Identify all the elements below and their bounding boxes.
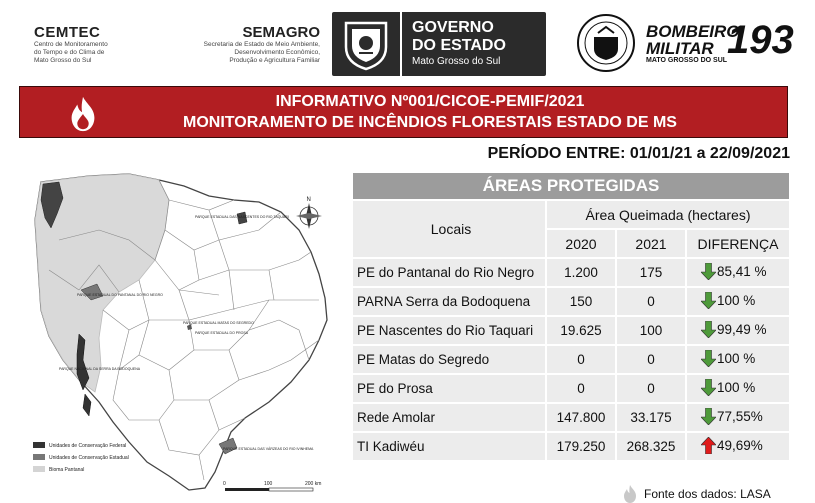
cell-2021: 175 — [617, 259, 687, 286]
label-taquari: PARQUE ESTADUAL DAS NASCENTES DO RIO TAQUARI — [195, 215, 289, 219]
header-2020: 2020 — [547, 230, 617, 257]
semagro-name: SEMAGRO — [242, 24, 320, 41]
legend-label-estadual: Unidades de Conservação Estadual — [49, 455, 129, 461]
bombeiro-line3: MATO GROSSO DO SUL — [646, 56, 728, 64]
cell-2020: 150 — [547, 288, 617, 315]
cemtec-sub-1: Centro de Monitoramento — [34, 41, 108, 48]
cell-2021: 268.325 — [617, 433, 687, 460]
bombeiro-number: 193 — [727, 18, 794, 62]
cell-2020: 147.800 — [547, 404, 617, 431]
scale-0: 0 — [223, 481, 226, 487]
table-row — [353, 259, 789, 286]
diff-value: 85,41 % — [717, 263, 767, 279]
cell-diff — [687, 404, 789, 431]
semagro-sub-1: Secretaria de Estado de Meio Ambiente, — [203, 41, 320, 48]
bombeiro-line2: MILITAR — [646, 38, 714, 58]
ms-map — [19, 170, 349, 503]
cell-2020: 1.200 — [547, 259, 617, 286]
compass-n: N — [306, 197, 311, 203]
label-prosa: PARQUE ESTADUAL DO PROSA — [195, 331, 249, 335]
arrow-down-icon — [701, 321, 716, 338]
banner-line1: INFORMATIVO Nº001/CICOE-PEMIF/2021 — [275, 93, 585, 110]
label-bodoquena: PARQUE NACIONAL DA SERRA DA BODOQUENA — [59, 367, 141, 371]
semagro-sub-2: Desenvolvimento Econômico, — [234, 49, 320, 56]
bombeiro-line1: BOMBEIRO — [646, 21, 740, 41]
fire-watermark-icon — [620, 484, 640, 503]
cell-2020: 179.250 — [547, 433, 617, 460]
cell-2020: 0 — [547, 346, 617, 373]
arrow-up-icon — [701, 437, 716, 454]
cell-diff — [687, 375, 789, 402]
fire-icon — [64, 95, 102, 133]
arrow-down-icon — [701, 379, 716, 396]
area-bodoquena-federal-2 — [83, 394, 91, 416]
arrow-down-icon — [701, 263, 716, 280]
cell-diff — [687, 288, 789, 315]
data-table — [353, 199, 789, 462]
cell-local: PE do Pantanal do Rio Negro — [353, 259, 547, 286]
cell-local: Rede Amolar — [353, 404, 547, 431]
compass-icon — [296, 197, 322, 229]
cell-2021: 0 — [617, 346, 687, 373]
fonte-dados — [620, 484, 771, 503]
cell-local: PARNA Serra da Bodoquena — [353, 288, 547, 315]
cemtec-sub-3: Mato Grosso do Sul — [34, 57, 92, 64]
table-row — [353, 346, 789, 373]
header-2021: 2021 — [617, 230, 687, 257]
periodo-text: PERÍODO ENTRE: 01/01/21 a 22/09/2021 — [487, 145, 790, 162]
ms-map-svg — [19, 170, 349, 503]
semagro-sub-3: Produção e Agricultura Familiar — [229, 57, 320, 64]
diff-value: 49,69% — [717, 437, 763, 453]
cell-2021: 0 — [617, 288, 687, 315]
scale-200: 200 km — [305, 481, 322, 487]
legend-label-pantanal: Bioma Pantanal — [49, 467, 85, 473]
scale-bar — [223, 481, 321, 491]
legend-swatch-pantanal — [33, 466, 45, 472]
label-rio-negro: PARQUE ESTADUAL DO PANTANAL DO RIO NEGRO — [77, 293, 163, 297]
table-row — [353, 433, 789, 460]
legend-swatch-federal — [33, 442, 45, 448]
header-logos — [0, 0, 815, 85]
arrow-down-icon — [701, 350, 716, 367]
diff-value: 100 % — [717, 292, 756, 308]
cell-local: PE do Prosa — [353, 375, 547, 402]
legend-label-federal: Unidades de Conservação Federal — [49, 443, 127, 449]
cell-2021: 0 — [617, 375, 687, 402]
diff-value: 100 % — [717, 350, 756, 366]
header-locais: Locais — [353, 201, 547, 257]
cell-local: PE Matas do Segredo — [353, 346, 547, 373]
cemtec-sub-2: do Tempo e do Clima de — [34, 49, 105, 56]
table-row — [353, 404, 789, 431]
cell-diff — [687, 433, 789, 460]
governo-line2: DO ESTADO — [412, 37, 506, 54]
cell-diff — [687, 317, 789, 344]
cell-diff — [687, 346, 789, 373]
governo-line3: Mato Grosso do Sul — [412, 56, 501, 67]
cell-2021: 33.175 — [617, 404, 687, 431]
title-banner — [19, 86, 788, 138]
arrow-down-icon — [701, 292, 716, 309]
diff-value: 99,49 % — [717, 321, 767, 337]
table-title: ÁREAS PROTEGIDAS — [353, 173, 789, 199]
bombeiro-logo — [576, 12, 794, 74]
bombeiro-badge-icon — [576, 13, 636, 73]
diff-value: 100 % — [717, 379, 756, 395]
governo-logo — [332, 12, 546, 76]
table-row — [353, 288, 789, 315]
cell-2020: 0 — [547, 375, 617, 402]
cemtec-logo — [34, 24, 159, 65]
header-area: Área Queimada (hectares) — [547, 201, 789, 228]
arrow-down-icon — [701, 408, 716, 425]
legend-swatch-estadual — [33, 454, 45, 460]
header-diff: DIFERENÇA — [687, 230, 789, 257]
semagro-logo — [160, 24, 320, 65]
cell-2020: 19.625 — [547, 317, 617, 344]
scale-100: 100 — [264, 481, 273, 487]
cell-local: PE Nascentes do Rio Taquari — [353, 317, 547, 344]
label-segredo: PARQUE ESTADUAL MATAS DO SEGREDO — [183, 321, 254, 325]
state-seal-icon — [332, 12, 402, 76]
cell-local: TI Kadiwéu — [353, 433, 547, 460]
governo-line1: GOVERNO — [412, 19, 494, 36]
diff-value: 77,55% — [717, 408, 763, 424]
table-row — [353, 317, 789, 344]
map-legend — [33, 442, 129, 473]
table-row — [353, 375, 789, 402]
areas-table — [353, 173, 789, 462]
cemtec-name: CEMTEC — [34, 24, 101, 41]
cell-diff — [687, 259, 789, 286]
fonte-text: Fonte dos dados: LASA — [644, 487, 771, 501]
label-ivinhema: PARQUE ESTADUAL DAS VÁRZEAS DO RIO IVINHEMA — [223, 447, 314, 451]
banner-line2: MONITORAMENTO DE INCÊNDIOS FLORESTAIS ESTADO DE MS — [183, 114, 677, 131]
cell-2021: 100 — [617, 317, 687, 344]
